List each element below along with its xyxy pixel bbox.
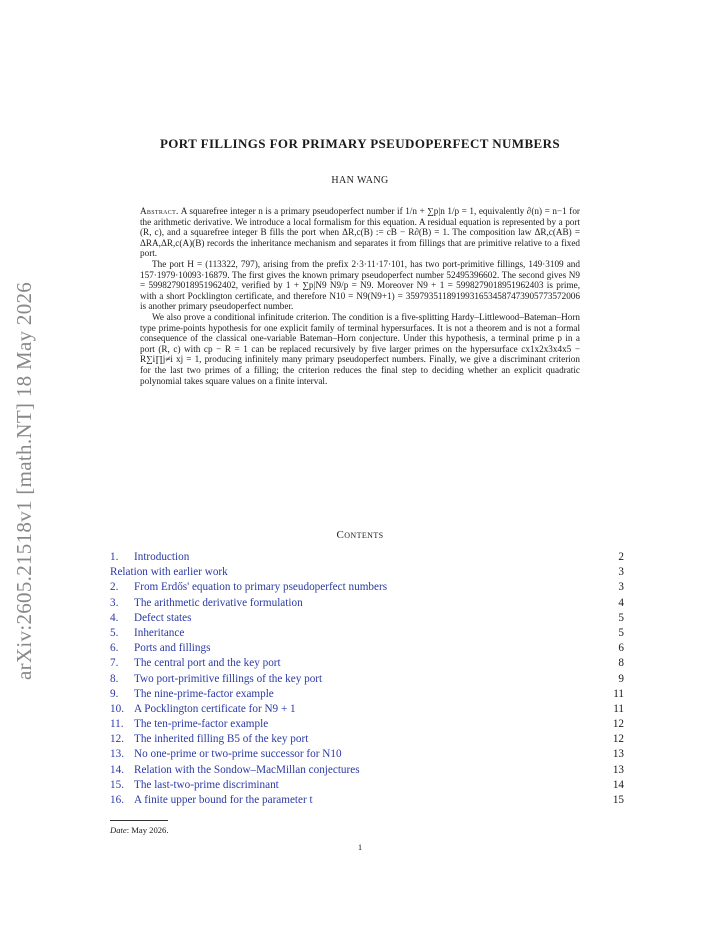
toc-section-number: 7.	[110, 657, 119, 670]
toc-link[interactable]	[110, 580, 387, 595]
toc-section-number: 1.	[110, 551, 119, 563]
toc-link[interactable]	[110, 732, 308, 747]
toc-entry[interactable]	[110, 596, 624, 611]
toc-section-number: 4.	[110, 611, 119, 624]
toc-entry[interactable]	[110, 717, 624, 732]
toc-entry[interactable]	[110, 747, 624, 762]
toc-section-number: 3.	[110, 596, 119, 609]
toc-entry[interactable]	[110, 763, 624, 778]
toc-link[interactable]	[110, 702, 296, 717]
toc-entry[interactable]	[110, 687, 624, 702]
contents-heading: Contents	[336, 529, 384, 541]
toc-section-title: The central port and the key port	[134, 657, 281, 670]
toc-section-number: 9.	[110, 687, 119, 700]
toc-link[interactable]	[110, 596, 303, 611]
toc-entry[interactable]	[110, 565, 624, 580]
toc-section-number: 10.	[110, 702, 124, 715]
arxiv-identifier: arXiv:2605.21518v1 [math.NT] 18 May 2026	[12, 281, 36, 680]
footnote-rule	[110, 820, 168, 821]
toc-link[interactable]	[110, 641, 210, 656]
toc-section-title: From Erdős' equation to primary pseudoperfect numbers	[134, 581, 388, 594]
toc-section-title: Relation with earlier work	[110, 566, 228, 579]
toc-page-number: 13	[612, 748, 624, 761]
toc-entry[interactable]	[110, 732, 624, 747]
toc-section-title: The inherited filling B5 of the key port	[134, 733, 309, 746]
toc-entry[interactable]	[110, 611, 624, 626]
toc-section-title: The last-two-prime discriminant	[134, 778, 279, 791]
author-name: HAN WANG	[331, 175, 389, 186]
toc-section-title: The nine-prime-factor example	[134, 687, 274, 700]
toc-section-title: Relation with the Sondow–MacMillan conjectures	[134, 763, 360, 776]
toc-page-number: 14	[612, 778, 624, 791]
toc-page-number: 11	[613, 702, 624, 715]
toc-page-number: 9	[618, 672, 624, 685]
toc-section-number: 14.	[110, 763, 124, 776]
toc-entry[interactable]	[110, 550, 624, 565]
toc-page-number: 12	[612, 733, 624, 746]
toc-link[interactable]	[110, 747, 342, 762]
toc-section-title: Introduction	[134, 551, 190, 563]
toc-entry[interactable]	[110, 580, 624, 595]
page-number: 1	[357, 842, 363, 852]
toc-section-number: 15.	[110, 778, 124, 791]
toc-page-number: 11	[613, 687, 624, 700]
toc-section-title: Ports and fillings	[134, 642, 211, 655]
abstract-label: Abstract.	[140, 206, 179, 216]
date-footnote	[110, 825, 169, 835]
toc-page-number: 5	[618, 626, 624, 639]
toc-link[interactable]	[110, 763, 360, 778]
toc-section-title: A finite upper bound for the parameter t	[134, 794, 313, 806]
toc-page-number: 15	[612, 794, 624, 806]
abstract-paragraph	[140, 206, 580, 259]
toc-entry[interactable]	[110, 626, 624, 641]
toc-page-number: 3	[618, 581, 624, 594]
toc-page-number: 4	[618, 596, 624, 609]
toc-link[interactable]	[110, 550, 189, 565]
toc-link[interactable]	[110, 687, 274, 702]
paper-title: PORT FILLINGS FOR PRIMARY PSEUDOPERFECT NUMBERS	[159, 136, 561, 151]
toc-link[interactable]	[110, 626, 184, 641]
toc-link[interactable]	[110, 717, 268, 732]
toc-link[interactable]	[110, 611, 191, 626]
toc-link[interactable]	[110, 656, 281, 671]
toc-page-number: 3	[618, 566, 624, 579]
toc-entry[interactable]	[110, 793, 624, 808]
abstract	[140, 206, 580, 386]
toc-entry[interactable]	[110, 656, 624, 671]
toc-section-title: A Pocklington certificate for N9 + 1	[134, 702, 296, 715]
toc-link[interactable]	[110, 778, 279, 793]
toc-link[interactable]	[110, 672, 322, 687]
toc-section-title: No one-prime or two-prime successor for N10	[134, 748, 342, 761]
toc-section-number: 13.	[110, 748, 124, 761]
toc-section-number: 16.	[110, 794, 124, 806]
toc-page-number: 2	[618, 551, 624, 563]
toc-section-number: 5.	[110, 626, 119, 639]
toc-page-number: 6	[618, 642, 624, 655]
toc-page-number: 5	[618, 611, 624, 624]
footnote-text: : May 2026.	[126, 825, 169, 835]
toc-page-number: 12	[612, 718, 624, 731]
table-of-contents	[110, 550, 624, 808]
toc-section-title: Defect states	[134, 611, 192, 624]
toc-section-number: 6.	[110, 642, 119, 655]
toc-entry[interactable]	[110, 778, 624, 793]
abstract-text-1: A squarefree integer n is a primary pseudoperfect number if 1/n + ∑p|n 1/p = 1, equivalently ∂(n) = n−1 for the arithmetic derivative. We introduce a local formalism for this equation. A residual equation is represented by a port (R, c), and a squarefree integer B fills the port when ΔR,c(B) := cB − R∂(B) = 1. The composition law ΔR,c(AB) = ΔRA,ΔR,c(A)(B) records the inheritance mechanism and separates it from fillings that are primitive relative to a fixed port.	[140, 206, 580, 259]
toc-section-title: Inheritance	[134, 626, 185, 639]
toc-section-number: 2.	[110, 581, 119, 594]
toc-entry[interactable]	[110, 672, 624, 687]
toc-page-number: 8	[618, 657, 624, 670]
toc-section-number: 8.	[110, 672, 119, 685]
footnote-label: Date	[110, 825, 127, 835]
abstract-paragraph: We also prove a conditional infinitude criterion. The condition is a five-splitting Hardy–Littlewood–Bateman–Horn type prime-points hypothesis for one explicit family of terminal hypersurfaces. It is not a theorem and is not a formal consequence of the classical one-variable Bateman–Horn conjecture. Under this hypothesis, a terminal prime p in a port (R, c) with cp − R = 1 can be replaced recursively by five larger primes on the hypersurface cx1x2x3x4x5 − R∑i∏j≠i xj = 1, producing infinitely many primary pseudoperfect numbers. Finally, we give a discriminant criterion for the last two primes of a filling; the criterion reduces the final step to deciding whether an explicit quadratic polynomial takes square values on a finite interval.	[140, 311, 580, 386]
toc-section-number: 11.	[110, 718, 124, 731]
toc-section-title: Two port-primitive fillings of the key port	[134, 672, 323, 685]
toc-link[interactable]	[110, 565, 228, 580]
toc-link[interactable]	[110, 793, 313, 808]
abstract-paragraph: The port H = (113322, 797), arising from the prefix 2·3·11·17·101, has two port-primitive fillings, 149·3109 and 157·1979·10093·16879. The first gives the known primary pseudoperfect number 52495396602. The second gives N9 = 5998279018951962402, verified by 1 + ∑p|N9 N9/p = N9. Moreover N9 + 1 = 5998279018951962403 is prime, with a short Pocklington certificate, and therefore N10 = N9(N9+1) = 35979351189199316534587473905773572006 is another primary pseudoperfect number.	[140, 258, 580, 312]
toc-entry[interactable]	[110, 702, 624, 717]
toc-page-number: 13	[612, 763, 624, 776]
toc-section-title: The arithmetic derivative formulation	[134, 596, 303, 609]
toc-entry[interactable]	[110, 641, 624, 656]
toc-section-title: The ten-prime-factor example	[134, 718, 269, 731]
toc-section-number: 12.	[110, 733, 124, 746]
